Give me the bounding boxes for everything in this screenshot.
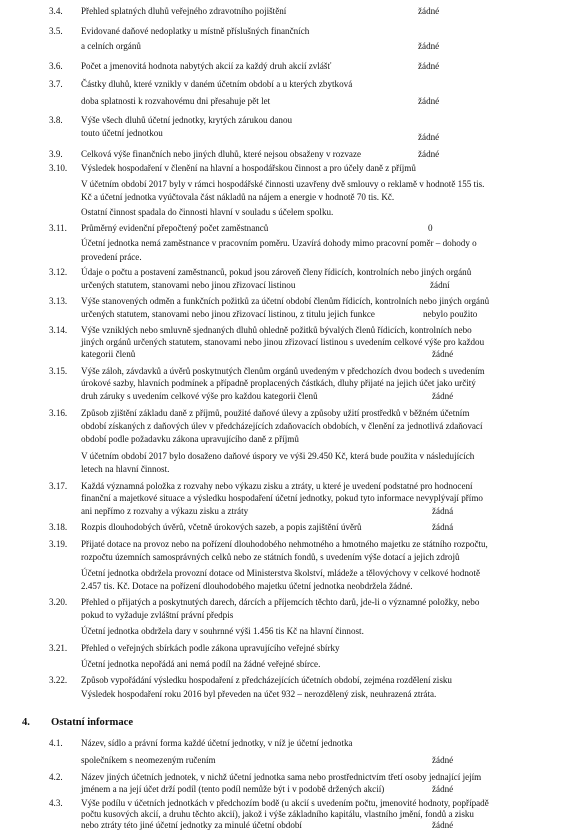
item-text: Způsob vypořádání výsledku hospodaření z předcházejících účetních období, zejména rozdělení zisku [81, 675, 452, 685]
item-number: 3.15. [49, 366, 68, 376]
item-text: V účetním období 2017 bylo dosaženo daňové úspory ve výši 29.450 Kč, která bude použita v následujících [81, 451, 475, 461]
item-text: Rozpis dlouhodobých úvěrů, včetně úrokových sazeb, a popis zajištění úvěrů [81, 522, 362, 532]
item-value: žádné [418, 61, 440, 71]
item-value: žádné [418, 132, 440, 142]
item-text: Každá významná položka z rozvahy nebo výkazu zisku a ztráty, u které je uvedení podstatné pro hodnocení [81, 481, 473, 491]
item-text: letech na hlavní činnost. [81, 464, 170, 474]
item-number: 3.14. [49, 325, 68, 335]
item-value: žádné [418, 96, 440, 106]
item-text: Průměrný evidenční přepočtený počet zaměstnanců [81, 223, 269, 233]
item-text: nebo ztráty této jiné účetní jednotky za minulé účetní období [81, 820, 302, 830]
item-value: žádné [418, 149, 440, 159]
item-number: 3.6. [49, 61, 63, 71]
item-text: jménem a na její účet drží podíl (tento podíl nemůže být i v podobě držených akcií) [81, 784, 385, 794]
item-number: 3.18. [49, 522, 68, 532]
item-text: rozpočtu územních samosprávných celků nebo ze státních fondů, s uvedením výše dotací a jejich zdrojů [81, 552, 460, 562]
item-value: žádné [432, 820, 454, 830]
item-text: touto účetní jednotkou [81, 128, 163, 138]
item-text: kategorii členů [81, 349, 136, 359]
item-text: Účetní jednotka obdržela provozní dotace od Ministerstva školství, mládeže a tělovýchovy v celkové hodnotě [81, 568, 480, 578]
item-text: Údaje o počtu a postavení zaměstnanců, pokud jsou zároveň členy řídicích, kontrolních nebo jiných orgánů [81, 267, 472, 277]
item-text: Výše všech dluhů účetní jednotky, krytých zárukou danou [81, 115, 293, 125]
item-text: úrokové sazby, hlavních podmínek a případně proplacených částkách, dluhy přijaté na jejich účet jako určitý [81, 378, 476, 388]
item-value: žádné [432, 391, 454, 401]
item-text: Účetní jednotka nepořádá ani nemá podíl na žádné veřejné sbírce. [81, 659, 321, 669]
item-value: žádná [432, 522, 454, 532]
item-text: Přijaté dotace na provoz nebo na pořízení dlouhodobého nehmotného a hmotného majetku ze státního rozpočtu, [81, 539, 488, 549]
item-text: Výše stanovených odměn a funkčních požitků za účetní období členům řídicích, kontrolních nebo jiných orgánů [81, 296, 490, 306]
item-number: 3.22. [49, 675, 68, 685]
item-text: doba splatnosti k rozvahovému dni přesahuje pět let [81, 96, 271, 106]
item-text: Název, sídlo a právní forma každé účetní jednotky, v níž je účetní jednotka [81, 738, 353, 748]
item-text: Částky dluhů, které vznikly v daném účetním období a u kterých zbytková [81, 79, 353, 89]
item-text: Výsledek hospodaření roku 2016 byl převeden na účet 932 – nerozdělený zisk, neuhrazená ztráta. [81, 689, 437, 699]
item-text: finanční a majetkové situace a výsledku hospodaření účetní jednotky, pokud tyto informace nevyplývají přímo [81, 493, 483, 503]
item-text: V účetním období 2017 byly v rámci hospodářské činnosti uzavřeny dvě smlouvy o reklamě v hodnotě 155 tis. [81, 179, 485, 189]
item-text: Přehled o přijatých a poskytnutých darech, dárcích a příjemcích těchto darů, jde-li o významné položky, nebo [81, 597, 480, 607]
item-number: 3.11. [49, 223, 67, 233]
item-number: 3.7. [49, 79, 63, 89]
item-text: a celních orgánů [81, 41, 141, 51]
item-text: společníkem s neomezeným ručením [81, 755, 216, 765]
item-text: Výše podílu v účetních jednotkách v předchozím bodě (u akcií s uvedením počtu, jmenovité hodnoty, popřípadě [81, 798, 489, 808]
item-value: nebylo použito [423, 309, 478, 319]
item-text: Název jiných účetních jednotek, v nichž účetní jednotka sama nebo prostřednictvím třetí osoby jednající jejím [81, 772, 482, 782]
item-number: 3.16. [49, 408, 68, 418]
item-text: Výsledek hospodaření v členění na hlavní a hospodářskou činnost a pro účely daně z příjmů [81, 163, 416, 173]
item-text: druh záruky s uvedením celkové výše pro každou kategorii členů [81, 391, 318, 401]
item-text: období získaných z daňových úlev v předcházejících zdaňovacích obdobích, v členění za jednotlivá zdaňovací [81, 421, 483, 431]
item-text: určených statutem, stanovami nebo jinou zřizovací listinou, z titulu jejich funkce [81, 309, 375, 319]
item-text: Účetní jednotka obdržela dary v souhrnné výši 1.456 tis Kč na hlavní činnost. [81, 626, 364, 636]
item-value: žádné [432, 755, 454, 765]
item-text: ani nepřímo z rozvahy a výkazu zisku a ztráty [81, 506, 249, 516]
item-text: pokud to vyžaduje zvláštní právní předpis [81, 610, 234, 620]
item-text: Počet a jmenovitá hodnota nabytých akcií za každý druh akcií zvlášť [81, 61, 332, 71]
item-text: provedení práce. [81, 252, 142, 262]
item-number: 3.9. [49, 149, 63, 159]
item-number: 3.5. [49, 26, 63, 36]
section-number: 4. [22, 717, 30, 728]
item-text: 2.457 tis. Kč. Dotace na pořízení dlouhodobého majetku účetní jednotka neobdržela žádné. [81, 581, 413, 591]
item-text: Výše záloh, závdavků a úvěrů poskytnutých členům orgánů uvedeným v předchozích dvou bodech s uvedením [81, 366, 485, 376]
item-value: žádné [432, 349, 454, 359]
item-text: Přehled o veřejných sbírkách podle zákona upravujícího veřejné sbírky [81, 643, 340, 653]
item-text: Účetní jednotka nemá zaměstnance v pracovním poměru. Uzavírá dohody mimo pracovní poměr – dohody o [81, 238, 477, 248]
item-number: 4.1. [49, 738, 63, 748]
item-text: určených statutem, stanovami nebo jinou zřizovací listinou [81, 280, 296, 290]
item-number: 3.4. [49, 6, 63, 16]
item-value: žádní [430, 280, 450, 290]
item-number: 3.10. [49, 163, 68, 173]
item-number: 3.19. [49, 539, 68, 549]
item-value: 0 [428, 223, 433, 233]
item-text: Ostatní činnost spadala do činnosti hlavní v souladu s účelem spolku. [81, 207, 334, 217]
item-value: žádné [418, 6, 440, 16]
item-value: žádné [418, 41, 440, 51]
item-text: počtu kusových akcií, a druhu těchto akcií), jakož i výše základního kapitálu, vlastního jmění, fondů a zisku [81, 809, 474, 819]
item-value: žádné [432, 784, 454, 794]
item-text: Kč a účetní jednotka vyúčtovala část nákladů na nájem a energie v hodnotě 70 tis. Kč. [81, 192, 395, 202]
section-title: Ostatní informace [51, 717, 134, 728]
item-text: Způsob zjištění základu daně z příjmů, použité daňové úlevy a způsoby užití prostředků v běžném účetním [81, 408, 470, 418]
item-number: 3.17. [49, 481, 68, 491]
item-text: Výše vzniklých nebo smluvně sjednaných dluhů ohledně požitků bývalých členů řídicích, kontrolních nebo [81, 325, 472, 335]
item-number: 3.13. [49, 296, 68, 306]
item-number: 3.8. [49, 115, 63, 125]
item-number: 3.12. [49, 267, 68, 277]
item-number: 3.21. [49, 643, 68, 653]
item-text: Přehled splatných dluhů veřejného zdravotního pojištění [81, 6, 287, 16]
item-text: Celková výše finančních nebo jiných dluhů, které nejsou obsaženy v rozvaze [81, 149, 362, 159]
item-value: žádná [432, 506, 454, 516]
item-text: Evidované daňové nedoplatky u místně příslušných finančních [81, 26, 310, 36]
item-number: 3.20. [49, 597, 68, 607]
item-number: 4.2. [49, 772, 63, 782]
item-number: 4.3. [49, 798, 63, 808]
item-text: jiných orgánů určených statutem, stanovami nebo jinou zřizovací listinou s uvedením celkové výše pro každou [81, 337, 485, 347]
item-text: období podle požadavku zákona upravujícího daně z příjmů [81, 434, 299, 444]
